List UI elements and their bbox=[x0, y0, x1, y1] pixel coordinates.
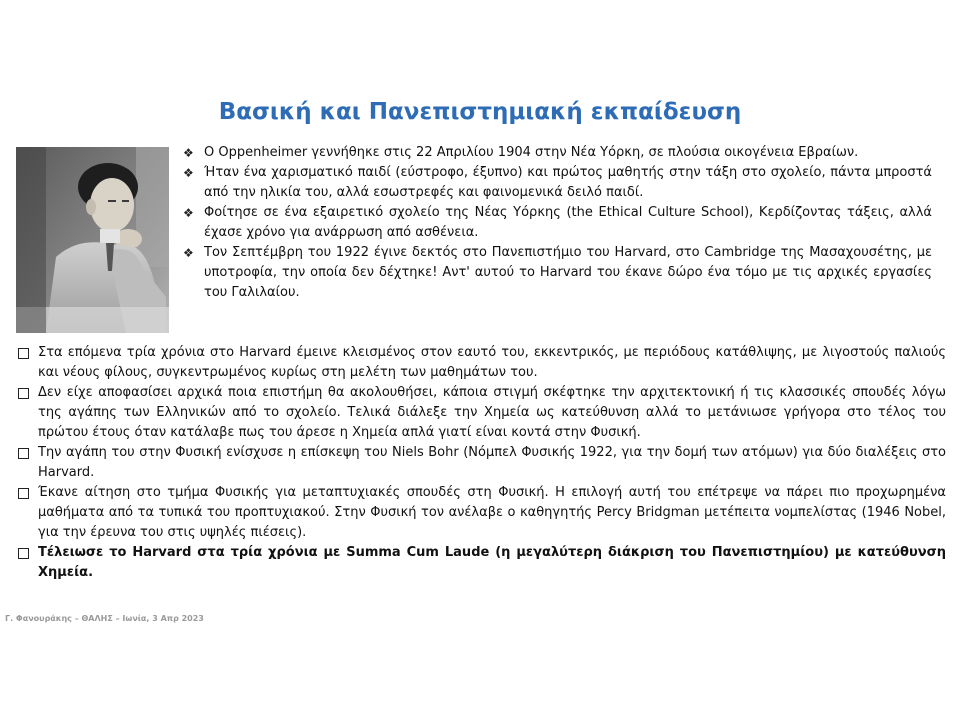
bottom-bullet-list bbox=[16, 343, 946, 583]
list-item-text: Τέλειωσε το Harvard στα τρία χρόνια με Summa Cum Laude (η μεγαλύτερη διάκριση του Πανεπιστημίου) με κατεύθυνση Χημεία. bbox=[38, 545, 946, 580]
square-bullet-icon bbox=[18, 348, 29, 359]
list-item-text: Φοίτησε σε ένα εξαιρετικό σχολείο της Νέας Υόρκης (the Ethical Culture School), Κερδίζοντας τάξεις, αλλά έχασε χρόνο για ανάρρωση από ασθένεια. bbox=[204, 205, 932, 240]
list-item-text: Τον Σεπτέμβρη του 1922 έγινε δεκτός στο Πανεπιστήμιο του Harvard, στο Cambridge της Μασαχουσέτης, με υποτροφία, την οποία δεν δέχτηκε! Αντ' αυτού το Harvard του έκανε δώρο ένα τόμο με τις αρχικές εργασίες του Γαλιλαίου. bbox=[204, 245, 932, 300]
footer-credit: Γ. Φανουράκης – ΘΑΛΗΣ – Ιωνία, 3 Απρ 2023 bbox=[5, 614, 204, 623]
list-item bbox=[182, 143, 932, 163]
diamond-bullet-icon: ❖ bbox=[183, 146, 194, 160]
top-bullet-list bbox=[182, 143, 932, 303]
list-item bbox=[16, 383, 946, 443]
list-item-text: Στα επόμενα τρία χρόνια στο Harvard έμεινε κλεισμένος στον εαυτό του, εκκεντρικός, με περιόδους κατάθλιψης, με λιγοστούς παλιούς και νέους φίλους, συγκεντρωμένος κυρίως στη μελέτη των μαθημάτων του. bbox=[38, 345, 946, 380]
diamond-bullet-icon: ❖ bbox=[183, 166, 194, 180]
list-item-text: Έκανε αίτηση στο τμήμα Φυσικής για μεταπτυχιακές σπουδές στη Φυσική. Η επιλογή αυτή του επέτρεψε να πάρει πιο προχωρημένα μαθήματα από τα τυπικά του προπτυχιακού. Στην Φυσική τον ανέλαβε ο καθηγητής Percy Bridgman μετέπειτα νομπελίστας (1946 Nobel, για την έρευνα του στις υψηλές πιέσεις). bbox=[38, 485, 946, 540]
diamond-bullet-icon: ❖ bbox=[183, 206, 194, 220]
list-item-text: Δεν είχε αποφασίσει αρχικά ποια επιστήμη θα ακολουθήσει, κάποια στιγμή σκέφτηκε την αρχιτεκτονική ή τις κλασσικές σπουδές λόγω της αγάπης των Ελληνικών από το σχολείο. Τελικά διάλεξε την Χημεία ως κατεύθυνση αλλά το μετάνιωσε γρήγορα στο τέλος του πρώτου έτους όταν κατάλαβε πως του άρεσε η Χημεία απλά γιατί είναι κοντά στην Φυσική. bbox=[38, 385, 946, 440]
square-bullet-icon bbox=[18, 448, 29, 459]
list-item-text: Ο Oppenheimer γεννήθηκε στις 22 Απριλίου 1904 στην Νέα Υόρκη, σε πλούσια οικογένεια Εβραίων. bbox=[204, 145, 859, 160]
square-bullet-icon bbox=[18, 548, 29, 559]
list-item bbox=[182, 163, 932, 203]
square-bullet-icon bbox=[18, 388, 29, 399]
list-item-text: Ήταν ένα χαρισματικό παιδί (εύστροφο, έξυπνο) και πρώτος μαθητής στην τάξη στο σχολείο, πάντα μπροστά από την ηλικία του, αλλά εσωστρεφές και φαινομενικά δειλό παιδί. bbox=[204, 165, 932, 200]
portrait-photo bbox=[16, 147, 169, 333]
list-item bbox=[16, 343, 946, 383]
list-item bbox=[182, 243, 932, 303]
portrait-image bbox=[16, 147, 169, 333]
slide-title: Βασική και Πανεπιστημιακή εκπαίδευση bbox=[218, 99, 742, 125]
square-bullet-icon bbox=[18, 488, 29, 499]
list-item bbox=[16, 543, 946, 583]
list-item-text: Την αγάπη του στην Φυσική ενίσχυσε η επίσκεψη του Niels Bohr (Νόμπελ Φυσικής 1922, για την δομή των ατόμων) για δύο διαλέξεις στο Harvard. bbox=[38, 445, 946, 480]
list-item bbox=[182, 203, 932, 243]
list-item bbox=[16, 483, 946, 543]
diamond-bullet-icon: ❖ bbox=[183, 246, 194, 260]
list-item bbox=[16, 443, 946, 483]
